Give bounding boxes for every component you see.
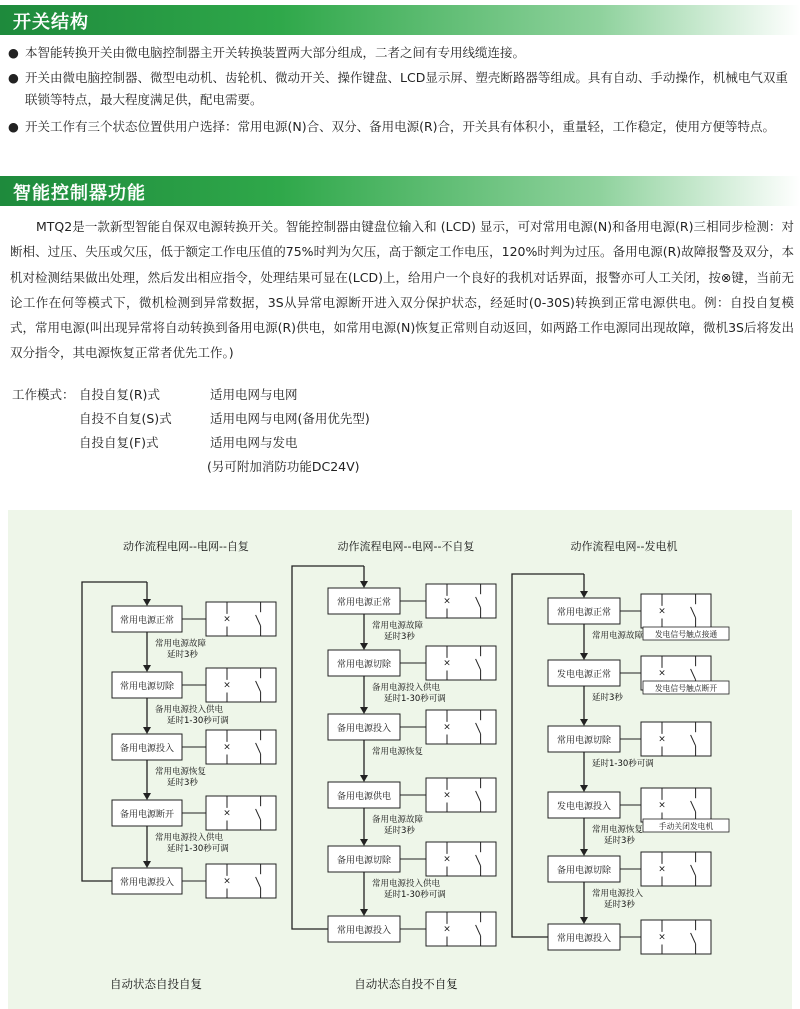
contact-cross-icon: × (443, 924, 451, 935)
switch-diagram-box (426, 778, 496, 812)
flow-footer: 自动状态自投不自复 (354, 977, 458, 991)
flow-transition-text: 常用电源投入 (592, 889, 644, 899)
section-header-structure (0, 5, 800, 35)
bullet-text: 本智能转换开关由微电脑控制器主开关转换装置两大部分组成，二者之间有专用线缆连接。 (25, 45, 526, 60)
contact-cross-icon: × (223, 680, 231, 691)
contact-cross-icon: × (223, 808, 231, 819)
contact-cross-icon: × (443, 658, 451, 669)
flow-loop-line (292, 566, 364, 929)
flow-arrow-head (580, 785, 588, 792)
flow-arrow-head (143, 727, 151, 734)
modes-label: 工作模式： (12, 387, 75, 402)
flow-step-label: 备用电源投入 (119, 744, 175, 754)
switch-diagram-box (641, 594, 711, 628)
switch-diagram-box (206, 602, 276, 636)
flow-transition-text: 延时1-30秒可调 (384, 694, 446, 704)
contact-cross-icon: × (658, 734, 666, 745)
flow-arrow-head (360, 707, 368, 714)
flow-step-label: 常用电源投入 (336, 926, 392, 936)
contact-cross-icon: × (658, 864, 666, 875)
flow-transition-text: 延时3秒 (592, 693, 623, 703)
flow-transition-text: 常用电源故障 (155, 639, 207, 649)
flow-step-label: 常用电源切除 (556, 736, 612, 746)
flow-title: 动作流程电网--电网--自复 (123, 540, 249, 553)
flow-transition-text: 常用电源恢复 (372, 747, 424, 757)
switch-diagram-box (426, 646, 496, 680)
flow-title: 动作流程电网--发电机 (570, 540, 678, 553)
mode-note: (另可附加消防功能DC24V) (207, 459, 360, 474)
switch-diagram-box (206, 796, 276, 830)
switch-diagram-box (206, 668, 276, 702)
bullet-dot-icon: ● (8, 70, 19, 85)
mode-name: 自投不自复(S)式 (79, 411, 172, 426)
bullet-text: 开关工作有三个状态位置供用户选择：常用电源(N)合、双分、备用电源(R)合，开关具有体积小，重量轻，工作稳定，使用方便等特点。 (25, 119, 776, 134)
flow-transition-text: 延时1-30秒可调 (167, 716, 229, 726)
flow-arrow-head (360, 581, 368, 588)
flow-transition-text: 延时3秒 (384, 632, 415, 642)
contact-cross-icon: × (443, 790, 451, 801)
flow-transition-text: 延时1-30秒可调 (384, 890, 446, 900)
flow-step-label: 常用电源正常 (119, 616, 175, 626)
flow-transition-text: 常用电源故障 (592, 631, 644, 641)
flow-step-label: 常用电源切除 (119, 682, 175, 692)
switch-diagram-box (426, 584, 496, 618)
switch-diagram-box (641, 722, 711, 756)
switch-diagram-box (641, 788, 711, 822)
contact-cross-icon: × (658, 606, 666, 617)
flow-note-text: 手动关闭发电机 (658, 822, 714, 831)
contact-cross-icon: × (223, 614, 231, 625)
flowcharts (8, 510, 792, 1009)
flow-arrow-head (143, 665, 151, 672)
contact-cross-icon: × (443, 854, 451, 865)
flow-arrow-head (360, 909, 368, 916)
flow-transition-text: 延时1-30秒可调 (167, 844, 229, 854)
flow-step-label: 备用电源投入 (336, 724, 392, 734)
flow-loop-line (512, 574, 584, 937)
flow-arrow-head (143, 793, 151, 800)
flow-transition-text: 常用电源恢复 (592, 825, 644, 835)
flow-transition-text: 备用电源投入供电 (155, 705, 224, 715)
flow-step-label: 备用电源供电 (336, 792, 392, 802)
bullet-item (8, 116, 794, 138)
switch-diagram-box (206, 864, 276, 898)
flow-note-text: 发电信号触点接通 (654, 630, 718, 639)
contact-cross-icon: × (223, 742, 231, 753)
flow-step-label: 常用电源正常 (336, 598, 392, 608)
bullet-dot-icon: ● (8, 119, 19, 134)
contact-cross-icon: × (658, 668, 666, 679)
flow-arrow-head (143, 861, 151, 868)
flow-step-label: 常用电源投入 (556, 934, 612, 944)
flow-transition-text: 延时3秒 (167, 650, 198, 660)
flow-transition-text: 延时3秒 (604, 900, 635, 910)
flow-step-label: 常用电源切除 (336, 660, 392, 670)
mode-desc: 适用电网与发电 (210, 435, 298, 450)
flow-arrow-head (580, 917, 588, 924)
flow-transition-text: 常用电源恢复 (155, 767, 207, 777)
contact-cross-icon: × (658, 932, 666, 943)
switch-diagram-box (426, 842, 496, 876)
flow-arrow-head (360, 775, 368, 782)
switch-diagram-box (641, 852, 711, 886)
flow-footer: 自动状态自投自复 (110, 977, 202, 991)
bullet-item (8, 42, 794, 64)
flowchart-panel (8, 510, 792, 1009)
section-title: 智能控制器功能 (13, 183, 146, 204)
flow-transition-text: 延时3秒 (167, 778, 198, 788)
switch-diagram-box (641, 920, 711, 954)
bullet-item (8, 67, 794, 111)
controller-description: MTQ2是一款新型智能自保双电源转换开关。智能控制器由键盘位输入和 (LCD) 显示，可对常用电源(N)和备用电源(R)三相同步检测：对断相、过压、失压或欠压，低于额定工作电压值的75%时判为欠压，高于额定工作电压，120%时判为过压。备用电源(R)故障报警及双分，本机对检测结果做出处理，然后发出相应指令，处理结果可显在(LCD)上，给用户一个良好的我机对话界面，报警亦可人工关闭，按⊗键，当前无论工作在何等模式下，微机检测到异常数据，3S从异常电源断开进入双分保护状态，经延时(0-30S)转换到正常电源供电。例：自投自复模式，常用电源(叫出现异常将自动转换到备用电源(R)供电，如常用电源(N)恢复正常则自动返回，如两路工作电源同出现故障，微机3S后将发出双分指令，其电源恢复正常者优先工作。) (10, 219, 794, 361)
flow-note-text: 发电信号触点断开 (654, 684, 718, 693)
bullet-text: 开关由微电脑控制器、微型电动机、齿轮机、微动开关、操作键盘、LCD显示屏、塑壳断路器等组成。具有自动、手动操作，机械电气双重联锁等特点，最大程度满足供，配电需要。 (25, 70, 788, 107)
flow-transition-text: 备用电源故障 (372, 815, 424, 825)
mode-desc: 适用电网与电网 (210, 387, 298, 402)
contact-cross-icon: × (658, 800, 666, 811)
flow-step-label: 备用电源切除 (336, 856, 392, 866)
flow-arrow-head (580, 591, 588, 598)
mode-name: 自投自复(F)式 (79, 435, 159, 450)
switch-diagram-box (426, 710, 496, 744)
switch-diagram-box (426, 912, 496, 946)
flow-arrow-head (143, 599, 151, 606)
contact-cross-icon: × (443, 596, 451, 607)
section-header-controller (0, 176, 800, 206)
flow-arrow-head (580, 653, 588, 660)
flow-transition-text: 延时3秒 (384, 826, 415, 836)
flow-transition-text: 常用电源故障 (372, 621, 424, 631)
contact-cross-icon: × (223, 876, 231, 887)
flow-transition-text: 延时3秒 (604, 836, 635, 846)
flow-step-label: 备用电源断开 (119, 810, 175, 820)
section-title: 开关结构 (13, 12, 89, 33)
flow-step-label: 常用电源正常 (556, 608, 612, 618)
mode-name: 自投自复(R)式 (79, 387, 160, 402)
flow-arrow-head (360, 643, 368, 650)
flow-arrow-head (580, 719, 588, 726)
flow-transition-text: 备用电源投入供电 (372, 683, 441, 693)
flow-step-label: 发电电源投入 (556, 802, 612, 812)
flow-title: 动作流程电网--电网--不自复 (337, 540, 475, 553)
contact-cross-icon: × (443, 722, 451, 733)
flow-transition-text: 延时1-30秒可调 (592, 759, 654, 769)
flow-transition-text: 常用电源投入供电 (372, 879, 441, 889)
flow-arrow-head (580, 849, 588, 856)
mode-desc: 适用电网与电网(备用优先型) (210, 411, 370, 426)
flow-arrow-head (360, 839, 368, 846)
bullet-dot-icon: ● (8, 45, 19, 60)
flow-step-label: 备用电源切除 (556, 866, 612, 876)
flow-step-label: 发电电源正常 (556, 670, 612, 680)
header-bar (0, 5, 800, 35)
switch-diagram-box (206, 730, 276, 764)
flow-step-label: 常用电源投入 (119, 878, 175, 888)
flow-transition-text: 常用电源投入供电 (155, 833, 224, 843)
